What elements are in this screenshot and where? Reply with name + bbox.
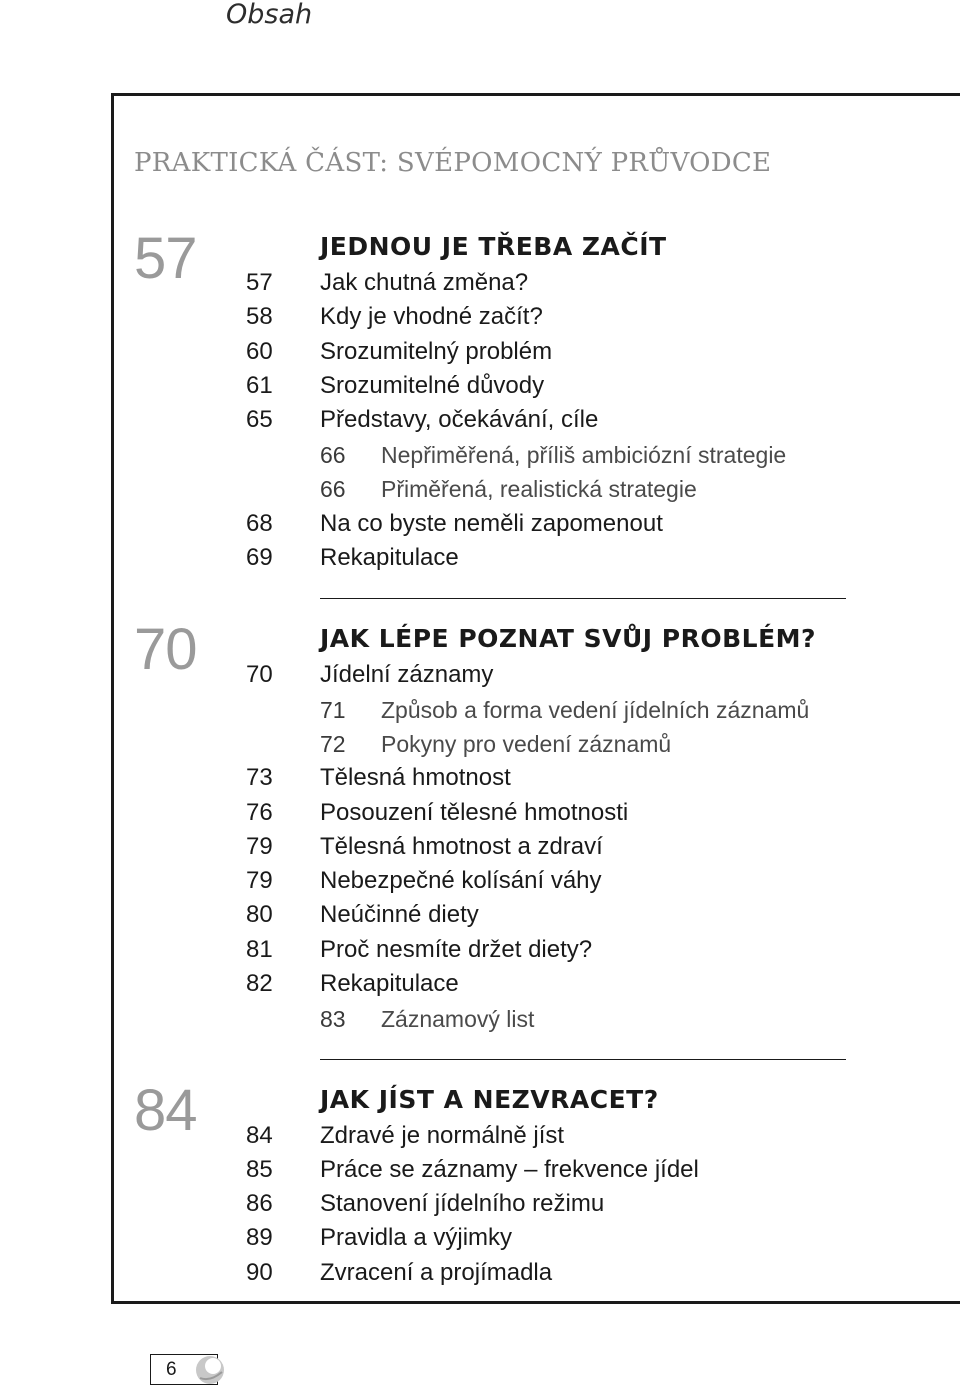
toc-entry-text: Na co byste neměli zapomenout [320, 510, 663, 537]
toc-entry-text: Srozumitelný problém [320, 338, 553, 365]
toc-entry-page: 71 [320, 697, 346, 723]
toc-entry-text: Tělesná hmotnost a zdraví [320, 833, 603, 860]
publisher-logo-icon [192, 1352, 228, 1388]
toc-entry-text: Neúčinné diety [320, 901, 479, 928]
toc-entry-text: Jídelní záznamy [320, 661, 494, 688]
toc-entry-text: Tělesná hmotnost [320, 764, 511, 791]
chapter-number: 70 [134, 617, 197, 682]
toc-entry-text: Zdravé je normálně jíst [320, 1122, 565, 1149]
toc-entry-text: Záznamový list [381, 1006, 535, 1032]
toc-entry-text: Rekapitulace [320, 970, 459, 997]
toc-entry-page: 69 [246, 544, 273, 571]
toc-entry-page: 90 [246, 1259, 273, 1286]
toc-entry-page: 76 [246, 799, 273, 826]
toc-entry-page: 70 [246, 661, 273, 688]
page-number: 6 [166, 1359, 177, 1380]
page-header-title: Obsah [226, 0, 313, 30]
toc-entry-page: 81 [246, 936, 273, 963]
toc-entry-text: Nebezpečné kolísání váhy [320, 867, 602, 894]
toc-entry-page: 79 [246, 867, 273, 894]
toc-entry-text: Pravidla a výjimky [320, 1224, 513, 1251]
toc-entry-text: Srozumitelné důvody [320, 372, 545, 399]
toc-entry-page: 61 [246, 372, 273, 399]
toc-entry-text: Zvracení a projímadla [320, 1259, 553, 1286]
toc-entry-text: Představy, očekávání, cíle [320, 406, 599, 433]
toc-entry-page: 60 [246, 338, 273, 365]
toc-entry-page: 57 [246, 269, 273, 296]
part-title: PRAKTICKÁ ČÁST: SVÉPOMOCNÝ PRŮVODCE [134, 148, 772, 178]
toc-entry-text: Nepřiměřená, příliš ambiciózní strategie [381, 442, 787, 468]
toc-entry-text: Jak chutná změna? [320, 269, 529, 296]
toc-entry-page: 83 [320, 1006, 346, 1032]
chapter-title: JEDNOU JE TŘEBA ZAČÍT [320, 232, 667, 261]
toc-entry-page: 68 [246, 510, 273, 537]
chapter-number: 57 [134, 226, 197, 291]
toc-entry-text: Kdy je vhodné začít? [320, 303, 543, 330]
chapter-title: JAK JÍST A NEZVRACET? [320, 1085, 659, 1114]
toc-entry-text: Přiměřená, realistická strategie [381, 476, 697, 502]
toc-entry-text: Proč nesmíte držet diety? [320, 936, 593, 963]
toc-entry-page: 89 [246, 1224, 273, 1251]
chapter-divider [320, 1059, 846, 1060]
toc-entry-page: 66 [320, 442, 346, 468]
toc-entry-page: 84 [246, 1122, 273, 1149]
toc-entry-text: Pokyny pro vedení záznamů [381, 731, 672, 757]
toc-entry-text: Stanovení jídelního režimu [320, 1190, 605, 1217]
toc-entry-page: 66 [320, 476, 346, 502]
toc-entry-text: Posouzení tělesné hmotnosti [320, 799, 629, 826]
toc-entry-page: 72 [320, 731, 346, 757]
toc-entry-page: 73 [246, 764, 273, 791]
toc-entry-page: 65 [246, 406, 273, 433]
chapter-number: 84 [134, 1078, 197, 1143]
chapter-divider [320, 598, 846, 599]
toc-entry-page: 86 [246, 1190, 273, 1217]
toc-entry-text: Rekapitulace [320, 544, 459, 571]
toc-entry-page: 80 [246, 901, 273, 928]
toc-entry-text: Práce se záznamy – frekvence jídel [320, 1156, 699, 1183]
toc-entry-page: 58 [246, 303, 273, 330]
chapter-title: JAK LÉPE POZNAT SVŮJ PROBLÉM? [320, 624, 817, 653]
toc-entry-page: 85 [246, 1156, 273, 1183]
toc-entry-page: 79 [246, 833, 273, 860]
toc-entry-text: Způsob a forma vedení jídelních záznamů [381, 697, 810, 723]
toc-entry-page: 82 [246, 970, 273, 997]
